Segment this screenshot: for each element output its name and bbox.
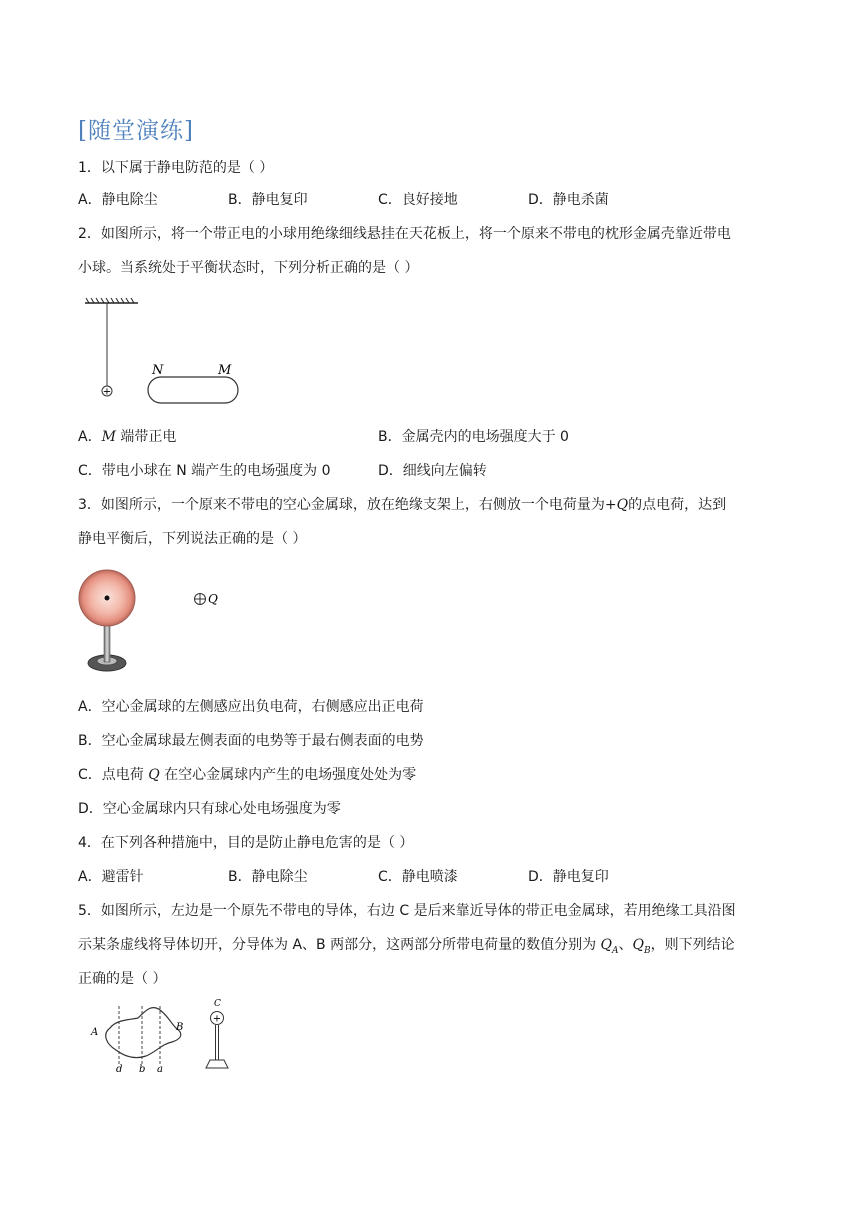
q2-option-a[interactable]	[78, 427, 176, 447]
ball-c-sign: +	[212, 1013, 222, 1025]
label-m: M	[218, 363, 232, 378]
q3-stem-line2: 静电平衡后，下列说法正确的是（ ）	[78, 531, 307, 547]
q3-option-a[interactable]: A．空心金属球的左侧感应出负电荷，右侧感应出正电荷	[78, 699, 424, 715]
label-a-part: A	[91, 1027, 99, 1038]
q3-stem-var: +Q	[604, 497, 629, 513]
stand-base-c	[206, 1060, 228, 1068]
q3-option-c[interactable]	[78, 765, 416, 785]
q4-option-d[interactable]: D．静电复印	[528, 869, 609, 885]
q4-option-c[interactable]: C．静电喷漆	[378, 869, 458, 885]
q3-stem-line1-a: 3．如图所示，一个原来不带电的空心金属球，放在绝缘支架上，右侧放一个电荷量为	[78, 497, 605, 513]
q3-option-c-var: Q	[148, 767, 160, 783]
q3-option-c-prefix: C．点电荷	[78, 767, 149, 783]
q4-stem: 4．在下列各种措施中，目的是防止静电危害的是（ ）	[78, 835, 414, 851]
q4-option-a[interactable]: A．避雷针	[78, 869, 144, 885]
section-heading: [随堂演练]	[78, 118, 194, 144]
q2-option-a-var: M	[101, 429, 116, 445]
charge-label: Q	[208, 592, 218, 606]
sphere-center-dot	[105, 596, 110, 601]
q2-option-d[interactable]: D．细线向左偏转	[378, 463, 487, 479]
label-line-a: a	[157, 1064, 163, 1075]
q1-stem: 1．以下属于静电防范的是（ ）	[78, 160, 274, 176]
q5-stem-line2	[78, 935, 735, 961]
q1-option-a[interactable]: A．静电除尘	[78, 192, 158, 208]
q2-stem-line1: 2．如图所示，将一个带正电的小球用绝缘细线悬挂在天花板上，将一个原来不带电的枕形金属壳靠近带电	[78, 226, 731, 242]
q3-figure	[78, 568, 238, 678]
q4-option-b[interactable]: B．静电除尘	[228, 869, 308, 885]
q5-qa	[600, 937, 619, 956]
label-b-part: B	[176, 1022, 184, 1033]
q2-option-a-prefix: A．	[78, 429, 102, 445]
label-line-d: d	[116, 1064, 123, 1075]
q3-stem-line1-b: 的点电荷，达到	[628, 497, 727, 513]
q5-qb	[632, 937, 651, 956]
q2-option-b[interactable]: B．金属壳内的电场强度大于 0	[378, 429, 569, 445]
q2-stem-line2: 小球。当系统处于平衡状态时，下列分析正确的是（ ）	[78, 260, 419, 276]
q5-qb-letter: Q	[632, 937, 644, 953]
label-n: N	[152, 363, 164, 378]
q5-qa-letter: Q	[600, 937, 613, 953]
ceiling-hatch	[85, 298, 138, 303]
q2-option-a-suffix: 端带正电	[115, 429, 177, 445]
q5-stem-line2-a: 示某条虚线将导体切开，分导体为 A、B 两部分，这两部分所带电荷量的数值分别为	[78, 937, 601, 953]
label-line-b: b	[139, 1064, 146, 1075]
q5-figure	[86, 1000, 246, 1075]
q5-stem-line1: 5．如图所示，左边是一个原先不带电的导体，右边 C 是后来靠近导体的带正电金属球，若用绝缘工具沿图	[78, 903, 736, 919]
q5-stem-line3: 正确的是（ ）	[78, 971, 167, 987]
q3-option-d[interactable]: D．空心金属球内只有球心处电场强度为零	[78, 801, 341, 817]
q3-stem-line1	[78, 495, 726, 515]
q3-option-c-suffix: 在空心金属球内产生的电场强度处处为零	[159, 767, 417, 783]
q5-sep: 、	[618, 937, 633, 953]
q2-option-c[interactable]: C．带电小球在 N 端产生的电场强度为 0	[78, 463, 331, 479]
pillow-metal-shell	[148, 377, 238, 403]
label-c: C	[214, 999, 221, 1009]
q2-figure	[80, 295, 250, 410]
q5-qb-sub: B	[644, 945, 651, 956]
q1-option-c[interactable]: C．良好接地	[378, 192, 458, 208]
conductor-outline	[106, 1008, 184, 1058]
q1-option-b[interactable]: B．静电复印	[228, 192, 308, 208]
q5-stem-line2-b: ，则下列结论	[650, 937, 735, 953]
q1-option-d[interactable]: D．静电杀菌	[528, 192, 609, 208]
q3-option-b[interactable]: B．空心金属球最左侧表面的电势等于最右侧表面的电势	[78, 733, 424, 749]
ball-sign: +	[102, 386, 112, 398]
q5-qa-sub: A	[612, 945, 619, 956]
